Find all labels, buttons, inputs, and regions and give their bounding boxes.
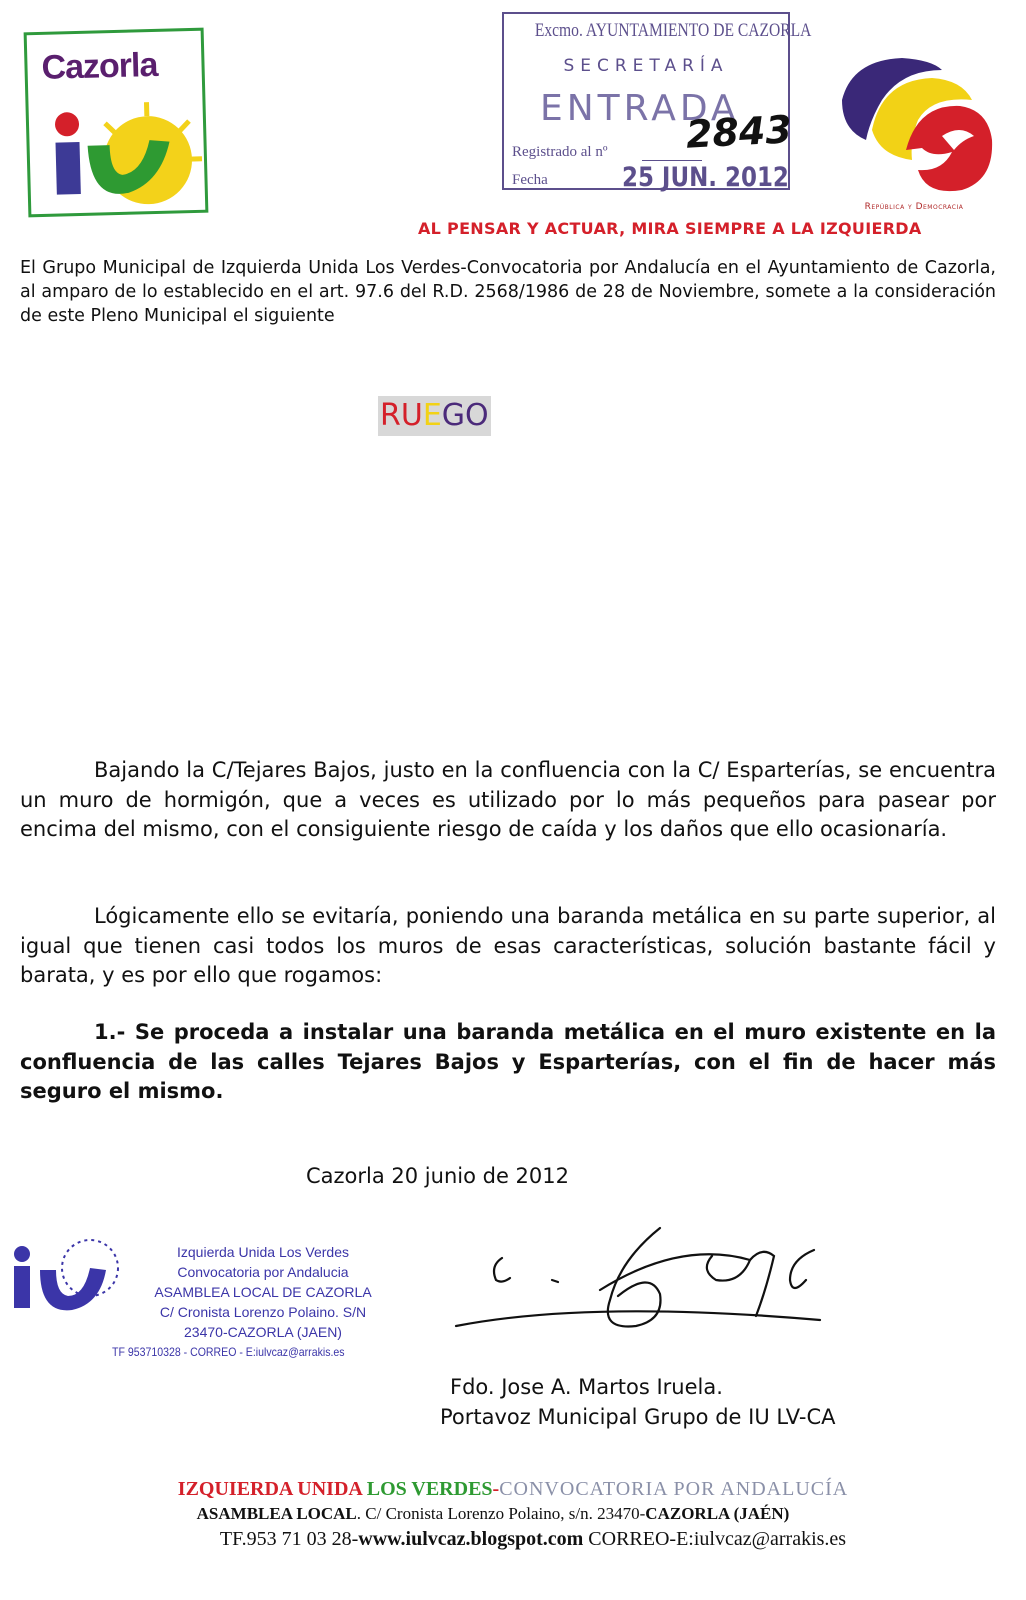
title-part-go: GO [441, 398, 489, 433]
footer-org-verdes: LOS VERDES [366, 1478, 493, 1500]
stamp-date-label: Fecha [512, 172, 548, 188]
footer-blog-link[interactable]: www.iulvcaz.blogspot.com [358, 1528, 584, 1550]
cazorla-iu-logo [24, 28, 209, 218]
logo-town-name: Cazorla [41, 45, 158, 87]
signer-block [440, 1372, 836, 1432]
assembly-line-2: Convocatoria por Andalucia [177, 1264, 349, 1280]
stamp-registered-label: Registrado al nº [512, 144, 608, 160]
place-date: Cazorla 20 junio de 2012 [306, 1164, 569, 1188]
footer-assembly-label: ASAMBLEA LOCAL [196, 1504, 357, 1523]
stamp-entry: ENTRADA [540, 88, 740, 129]
title-part-ru: RU [380, 398, 423, 433]
iu-stamp-emblem [6, 1232, 126, 1332]
republic-flag-emblem [822, 40, 1002, 200]
stamp-registered-line [642, 160, 702, 161]
stamp-title: Excmo. AYUNTAMIENTO DE CAZORLA [534, 20, 812, 41]
signer-name: Fdo. Jose A. Martos Iruela. [450, 1375, 723, 1399]
stamp-date-value: 25 JUN. 2012 [622, 162, 789, 193]
assembly-line-1: Izquierda Unida Los Verdes [177, 1244, 349, 1260]
footer-org-ca: CONVOCATORIA POR ANDALUCÍA [499, 1478, 849, 1500]
title-part-e: E [422, 398, 442, 433]
document-title [378, 396, 491, 436]
stamp-date-line [562, 188, 622, 189]
republica-caption: República y Democracia [864, 202, 964, 212]
signer-role: Portavoz Municipal Grupo de IU LV-CA [440, 1405, 836, 1429]
intro-paragraph: El Grupo Municipal de Izquierda Unida Los Verdes-Convocatoria por Andalucía en el Ayuntamiento de Cazorla, al amparo de lo establecido en el art. 97.6 del R.D. 2568/1986 de 28 de Noviembre, somete a la consideración de este Pleno Municipal el siguiente [20, 258, 996, 326]
footer-organization [0, 1476, 1026, 1502]
handwritten-signature [450, 1220, 850, 1340]
footer-org-iu: IZQUIERDA UNIDA [177, 1478, 367, 1500]
footer-city: CAZORLA (JAÉN) [645, 1504, 790, 1523]
request-paragraph: 1.- Se proceda a instalar una baranda metálica en el muro existente en la confluencia de las calles Tejares Bajos y Esparterías, con el fin de hacer más seguro el mismo. [20, 1020, 996, 1103]
assembly-stamp [6, 1232, 406, 1367]
iu-sun-emblem [27, 31, 212, 221]
body-paragraph-1: Bajando la C/Tejares Bajos, justo en la confluencia con la C/ Esparterías, se encuentra un muro de hormigón, que a veces es utilizado por lo más pequeños para pasear por encima del mismo, con el consiguiente riesgo de caída y los daños que ello ocasionaría. [20, 758, 996, 841]
footer-org-dash: - [492, 1478, 500, 1500]
assembly-line-5: 23470-CAZORLA (JAEN) [184, 1324, 342, 1340]
stamp-registered-number: 2843 [684, 107, 793, 157]
footer-contact-line [40, 1526, 1026, 1552]
footer-address: . C/ Cronista Lorenzo Polaino, s/n. 23470- [356, 1504, 646, 1523]
slogan: AL PENSAR Y ACTUAR, MIRA SIEMPRE A LA IZQUIERDA [418, 219, 922, 238]
body-paragraph-2: Lógicamente ello se evitaría, poniendo una baranda metálica en su parte superior, al igual que tienen casi todos los muros de esas características, solución bastante fácil y barata, y es por ello que rogamos: [20, 904, 996, 987]
assembly-stamp-lines [118, 1242, 408, 1342]
footer-phone: TF.953 71 03 28- [219, 1528, 359, 1550]
stamp-section: SECRETARÍA [563, 56, 729, 76]
footer-address-line [0, 1502, 1026, 1526]
registration-stamp [502, 12, 812, 193]
footer-email[interactable]: CORREO-E:iulvcaz@arrakis.es [583, 1528, 847, 1550]
assembly-line-4: C/ Cronista Lorenzo Polaino. S/N [159, 1304, 367, 1320]
assembly-line-3: ASAMBLEA LOCAL DE CAZORLA [154, 1284, 372, 1300]
assembly-contact: TF 953710328 - CORREO - E:iulvcaz@arrakis.es [112, 1345, 345, 1359]
footer [0, 1476, 1026, 1552]
republica-logo [822, 40, 1002, 220]
